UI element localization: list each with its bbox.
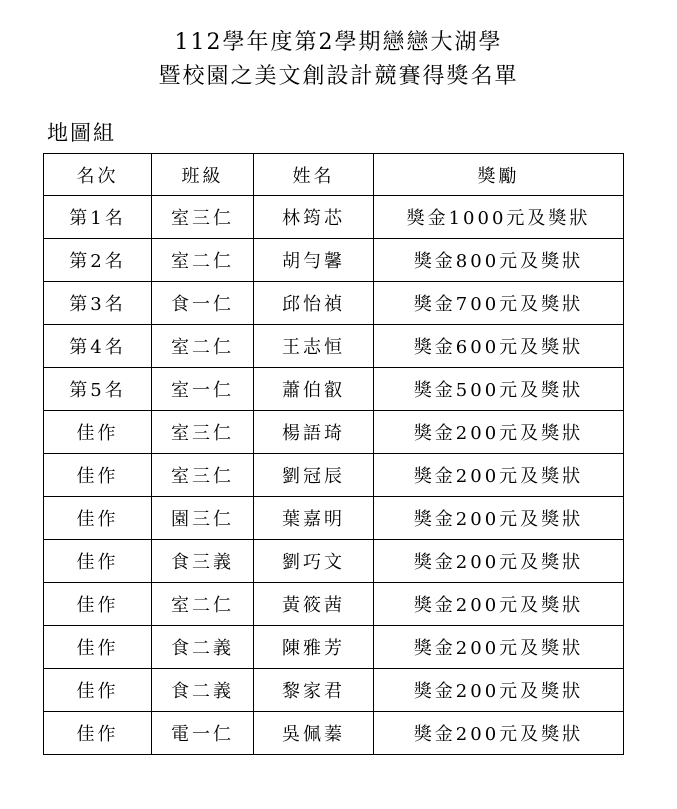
cell-class: 室三仁 [152, 411, 254, 454]
cell-student-name: 劉巧文 [254, 540, 374, 583]
cell-class: 室三仁 [152, 196, 254, 239]
cell-prize: 獎金600元及獎狀 [374, 325, 624, 368]
cell-student-name: 胡勻馨 [254, 239, 374, 282]
cell-student-name: 葉嘉明 [254, 497, 374, 540]
cell-prize: 獎金700元及獎狀 [374, 282, 624, 325]
cell-class: 室三仁 [152, 454, 254, 497]
cell-student-name: 陳雅芳 [254, 626, 374, 669]
cell-class: 電一仁 [152, 712, 254, 755]
cell-prize: 獎金200元及獎狀 [374, 497, 624, 540]
table-row [44, 239, 624, 282]
cell-class: 室二仁 [152, 325, 254, 368]
cell-rank: 佳作 [44, 712, 152, 755]
cell-class: 室二仁 [152, 239, 254, 282]
cell-rank: 佳作 [44, 497, 152, 540]
cell-rank: 第4名 [44, 325, 152, 368]
cell-rank: 第5名 [44, 368, 152, 411]
cell-prize: 獎金200元及獎狀 [374, 669, 624, 712]
cell-student-name: 楊語琦 [254, 411, 374, 454]
cell-rank: 佳作 [44, 454, 152, 497]
header-prize: 獎勵 [374, 154, 624, 196]
cell-student-name: 王志恒 [254, 325, 374, 368]
table-row [44, 368, 624, 411]
cell-prize: 獎金200元及獎狀 [374, 411, 624, 454]
award-table [43, 153, 624, 755]
cell-prize: 獎金200元及獎狀 [374, 626, 624, 669]
cell-prize: 獎金200元及獎狀 [374, 540, 624, 583]
header-class: 班級 [152, 154, 254, 196]
cell-student-name: 吳佩蓁 [254, 712, 374, 755]
table-row [44, 540, 624, 583]
table-row [44, 196, 624, 239]
cell-student-name: 黎家君 [254, 669, 374, 712]
cell-prize: 獎金200元及獎狀 [374, 712, 624, 755]
cell-rank: 佳作 [44, 669, 152, 712]
cell-rank: 佳作 [44, 583, 152, 626]
cell-prize: 獎金200元及獎狀 [374, 454, 624, 497]
table-row [44, 626, 624, 669]
table-row [44, 282, 624, 325]
cell-class: 食三義 [152, 540, 254, 583]
table-row [44, 712, 624, 755]
cell-class: 食一仁 [152, 282, 254, 325]
title-line-1: 112學年度第2學期戀戀大湖學 [174, 30, 503, 55]
table-row [44, 583, 624, 626]
cell-prize: 獎金800元及獎狀 [374, 239, 624, 282]
cell-class: 室二仁 [152, 583, 254, 626]
cell-rank: 第1名 [44, 196, 152, 239]
cell-prize: 獎金200元及獎狀 [374, 583, 624, 626]
title-line-2: 暨校園之美文創設計競賽得獎名單 [158, 64, 519, 89]
section-label: 地圖組 [47, 121, 116, 145]
cell-class: 食二義 [152, 669, 254, 712]
cell-prize: 獎金500元及獎狀 [374, 368, 624, 411]
table-header-row [44, 154, 624, 196]
table-row [44, 411, 624, 454]
cell-rank: 佳作 [44, 411, 152, 454]
cell-student-name: 劉冠辰 [254, 454, 374, 497]
cell-rank: 佳作 [44, 540, 152, 583]
cell-rank: 第2名 [44, 239, 152, 282]
cell-rank: 佳作 [44, 626, 152, 669]
table-row [44, 669, 624, 712]
cell-prize: 獎金1000元及獎狀 [374, 196, 624, 239]
header-rank: 名次 [44, 154, 152, 196]
table-row [44, 454, 624, 497]
cell-student-name: 黃筱茜 [254, 583, 374, 626]
cell-class: 園三仁 [152, 497, 254, 540]
cell-student-name: 邱怡禎 [254, 282, 374, 325]
cell-student-name: 蕭伯叡 [254, 368, 374, 411]
cell-class: 食二義 [152, 626, 254, 669]
cell-rank: 第3名 [44, 282, 152, 325]
table-row [44, 325, 624, 368]
cell-class: 室一仁 [152, 368, 254, 411]
cell-student-name: 林筠芯 [254, 196, 374, 239]
header-name: 姓名 [254, 154, 374, 196]
document-title [0, 26, 677, 94]
table-row [44, 497, 624, 540]
